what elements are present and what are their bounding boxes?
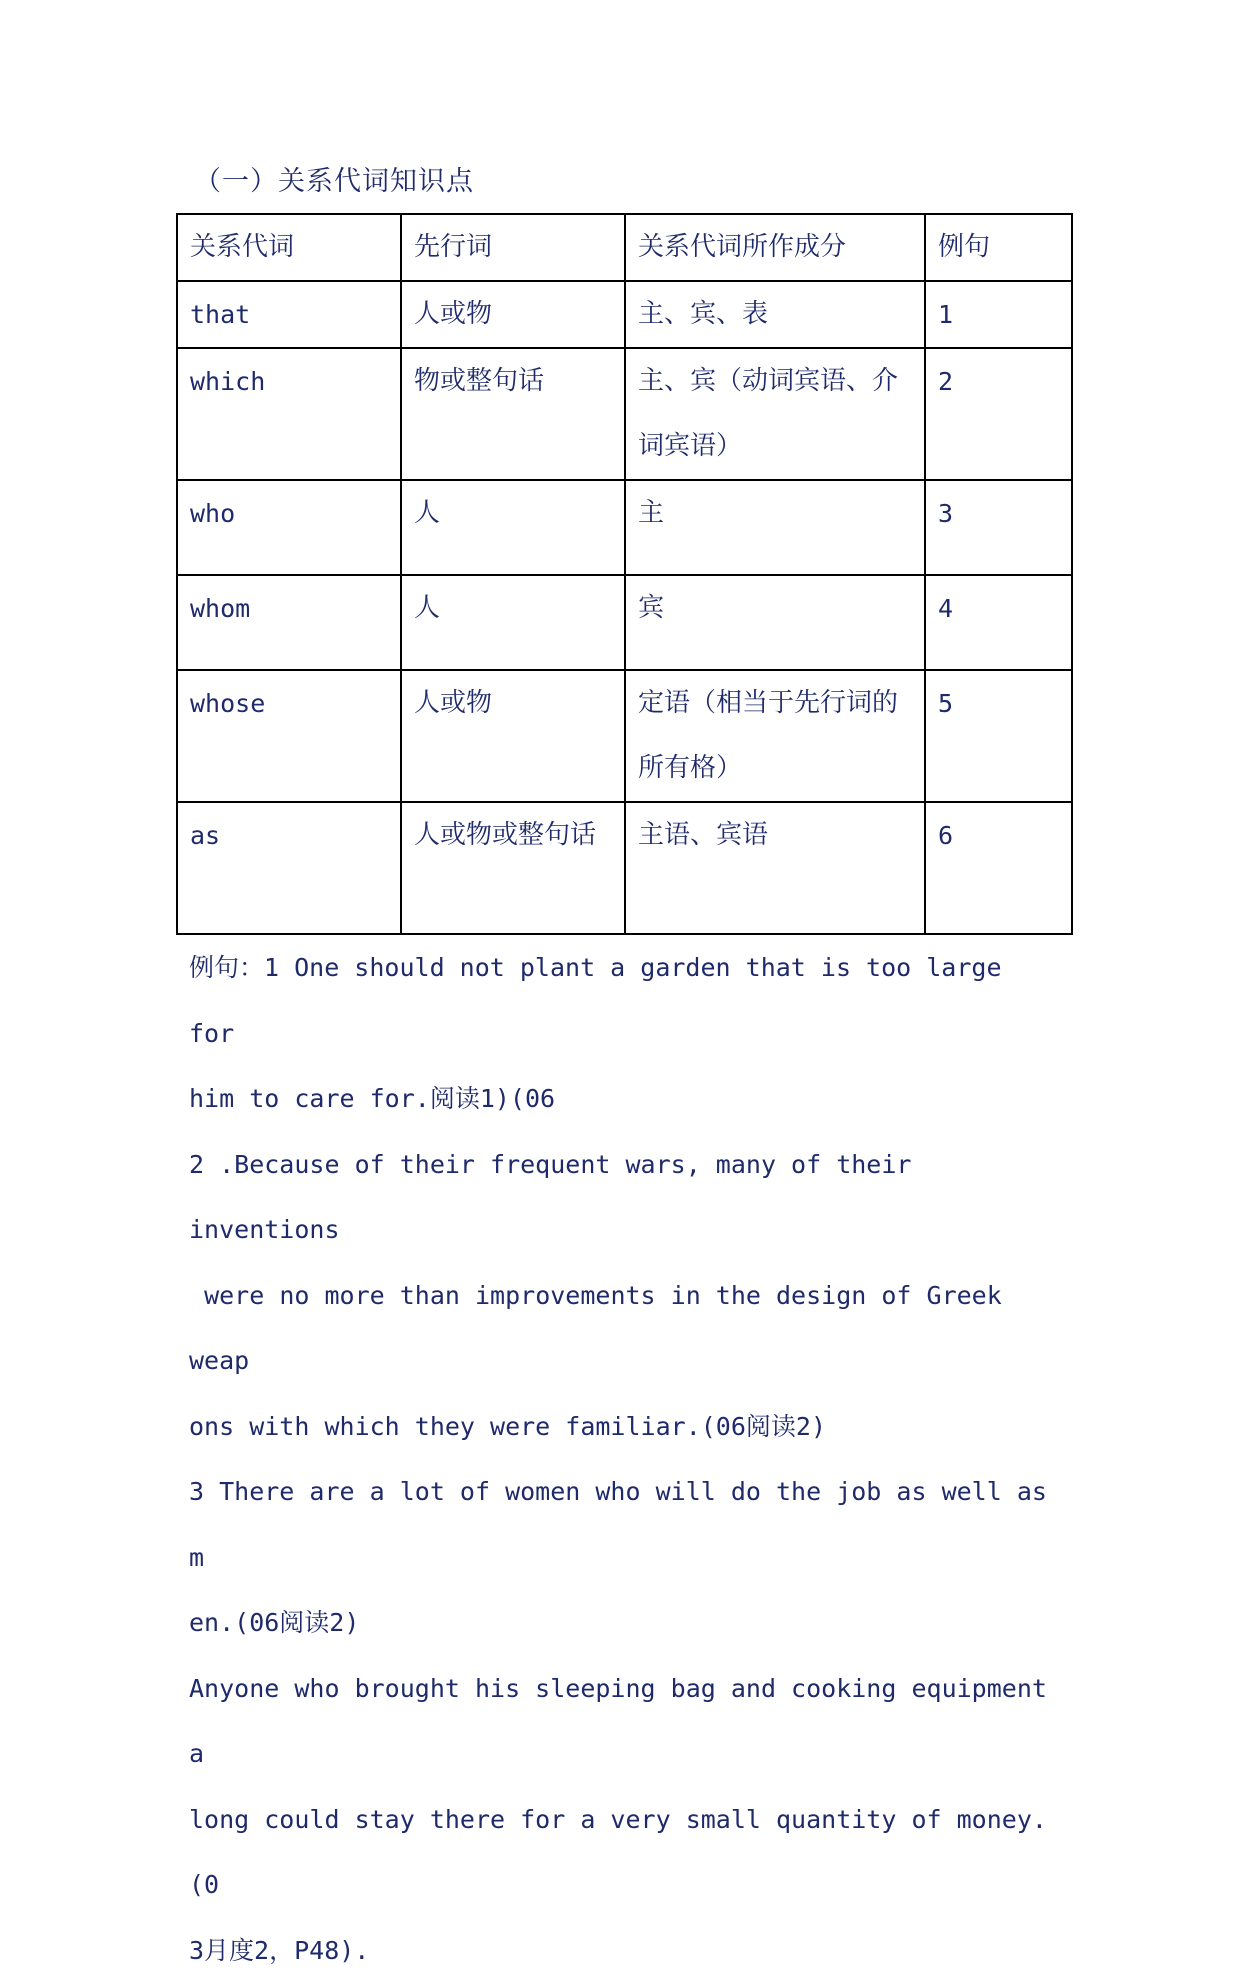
antecedent-cell: 人或物 [401, 281, 625, 348]
table-row [177, 575, 1072, 670]
example-number-cell: 3 [925, 480, 1072, 575]
pronoun-cell: as [177, 802, 401, 934]
table-row [177, 670, 1072, 802]
example-line: en.(06阅读2) [189, 1590, 1058, 1656]
header-cell-pronoun: 关系代词 [177, 214, 401, 281]
table-row [177, 480, 1072, 575]
example-number-cell: 2 [925, 348, 1072, 480]
header-cell-antecedent: 先行词 [401, 214, 625, 281]
example-number-cell: 1 [925, 281, 1072, 348]
function-cell: 主语、宾语 [625, 802, 925, 934]
example-line: 3月度2，P48). [189, 1918, 1058, 1983]
antecedent-cell: 物或整句话 [401, 348, 625, 480]
table-header-row [177, 214, 1072, 281]
function-cell: 主、宾（动词宾语、介词宾语） [625, 348, 925, 480]
function-cell: 主 [625, 480, 925, 575]
antecedent-cell: 人 [401, 480, 625, 575]
relative-pronoun-table [176, 213, 1073, 935]
header-cell-example: 例句 [925, 214, 1072, 281]
example-line: 例句：1 One should not plant a garden that is too large for [189, 935, 1058, 1066]
function-cell: 宾 [625, 575, 925, 670]
example-line: 3 There are a lot of women who will do the job as well as m [189, 1459, 1058, 1590]
function-cell: 主、宾、表 [625, 281, 925, 348]
pronoun-cell: which [177, 348, 401, 480]
antecedent-cell: 人或物 [401, 670, 625, 802]
table-row [177, 348, 1072, 480]
section-title: （一）关系代词知识点 [194, 160, 1071, 204]
example-line: long could stay there for a very small quantity of money.(0 [189, 1787, 1058, 1918]
example-line: Anyone who brought his sleeping bag and cooking equipment a [189, 1656, 1058, 1787]
pronoun-cell: whom [177, 575, 401, 670]
table-row [177, 281, 1072, 348]
example-line: were no more than improvements in the design of Greek weap [189, 1263, 1058, 1394]
example-sentences [176, 935, 1071, 1983]
table-row [177, 802, 1072, 934]
pronoun-cell: who [177, 480, 401, 575]
antecedent-cell: 人或物或整句话 [401, 802, 625, 934]
example-number-cell: 5 [925, 670, 1072, 802]
example-line: him to care for.阅读1)(06 [189, 1066, 1058, 1132]
antecedent-cell: 人 [401, 575, 625, 670]
pronoun-cell: that [177, 281, 401, 348]
function-cell: 定语（相当于先行词的所有格） [625, 670, 925, 802]
example-line: 2 .Because of their frequent wars, many of their inventions [189, 1132, 1058, 1263]
example-line: ons with which they were familiar.(06阅读2) [189, 1394, 1058, 1460]
header-cell-function: 关系代词所作成分 [625, 214, 925, 281]
document-body [176, 160, 1071, 1983]
pronoun-cell: whose [177, 670, 401, 802]
example-number-cell: 4 [925, 575, 1072, 670]
example-number-cell: 6 [925, 802, 1072, 934]
